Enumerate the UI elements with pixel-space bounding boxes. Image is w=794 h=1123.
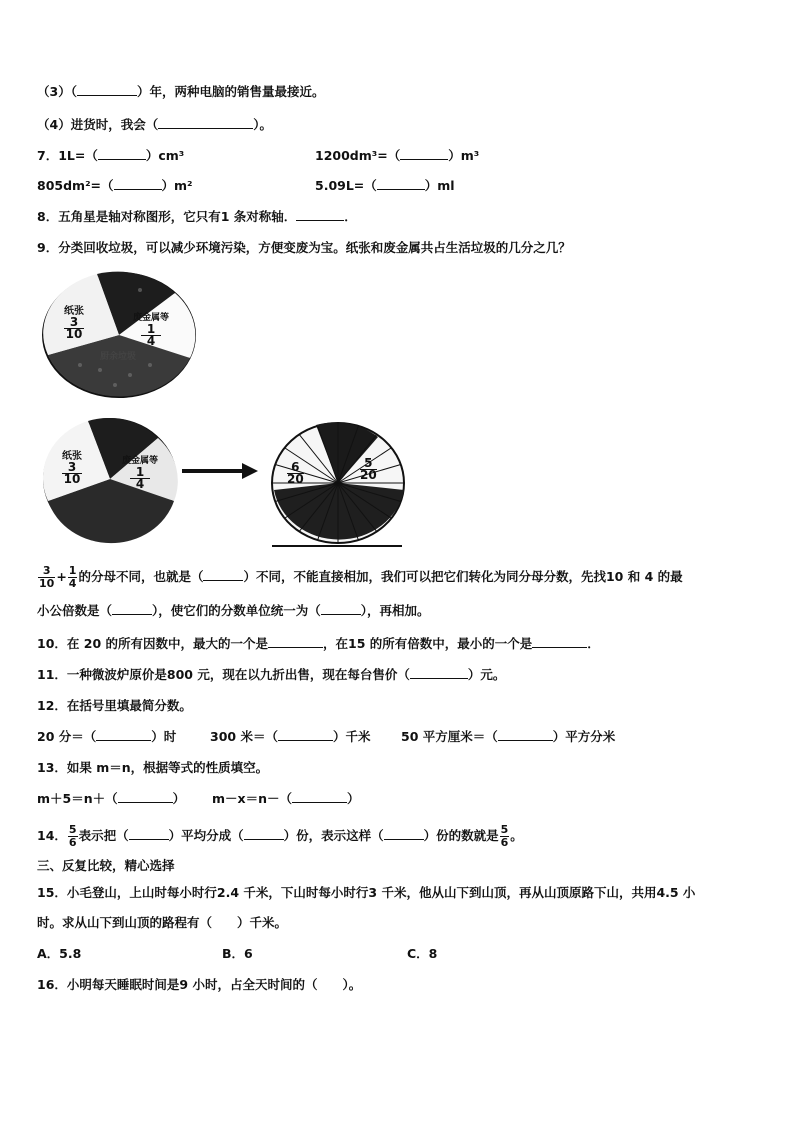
q13-a-post: ） xyxy=(172,791,186,806)
pie1-metal-label xyxy=(133,312,169,347)
q14-b: ）平均分成（ xyxy=(168,828,244,843)
answer-blank[interactable] xyxy=(98,148,146,160)
pie3-dark-bottom xyxy=(274,483,404,540)
q14 xyxy=(37,818,523,854)
q8-text: 8．五角星是轴对称图形，它只有1 条对称轴． xyxy=(37,209,297,224)
plus-sign: + xyxy=(56,569,67,584)
answer-blank[interactable] xyxy=(244,828,284,840)
pie3-left-den: 20 xyxy=(287,472,304,486)
pie1-paper-text: 纸张 xyxy=(64,306,84,317)
fraction-5-6 xyxy=(500,824,510,849)
pie3-right-num: 5 xyxy=(360,458,377,470)
q12-c-pre: 50 平方厘米＝（ xyxy=(401,729,498,744)
pie2-paper-label xyxy=(62,451,82,485)
q6-item4 xyxy=(37,117,272,133)
pie2-metal-num: 1 xyxy=(130,467,150,479)
q14-a: 表示把（ xyxy=(78,828,129,843)
q12-text: 12．在括号里填最简分数。 xyxy=(37,698,192,713)
pie1-paper-label xyxy=(64,306,84,340)
q13-b-pre: m－x＝n－（ xyxy=(212,791,292,806)
pie2-paper-text: 纸张 xyxy=(62,451,82,462)
section-title: 三、反复比较，精心选择 xyxy=(37,858,175,873)
q11-a: 11．一种微波炉原价是800 元，现在以九折出售，现在每台售价（ xyxy=(37,667,410,682)
answer-blank[interactable] xyxy=(410,667,468,679)
q14-e: 。 xyxy=(510,828,523,843)
q12-b-pre: 300 米＝（ xyxy=(210,729,278,744)
q9-line1-a: 的分母不同，也就是（ xyxy=(78,569,204,584)
fraction-1-4 xyxy=(68,565,78,590)
answer-blank[interactable] xyxy=(292,791,347,803)
frac-den: 6 xyxy=(68,836,77,849)
pie1-metal-text: 废金属等 xyxy=(133,313,170,323)
answer-blank[interactable] xyxy=(384,828,424,840)
q9-line2-a: 小公倍数是（ xyxy=(37,603,113,618)
pie2-metal-den: 4 xyxy=(135,477,145,491)
frac-den: 10 xyxy=(39,577,55,590)
q14-c: ）份，表示这样（ xyxy=(283,828,384,843)
answer-blank[interactable] xyxy=(532,636,587,648)
q7-b-pre: 1200dm³=（ xyxy=(315,148,401,163)
q12-a-post: ）时 xyxy=(151,729,177,744)
answer-blank[interactable] xyxy=(296,209,344,221)
pie3-left-num: 6 xyxy=(287,462,304,474)
answer-blank[interactable] xyxy=(321,603,361,615)
q13-b xyxy=(212,791,360,807)
q7-c xyxy=(37,178,193,194)
pie1-other-label xyxy=(100,352,136,363)
frac-num: 3 xyxy=(38,565,55,578)
answer-blank[interactable] xyxy=(377,178,425,190)
q9-line1-b: ）不同，不能直接相加，我们可以把它们转化为同分母分数，先找10 和 4 的最 xyxy=(243,569,683,584)
q9-line2 xyxy=(37,603,430,619)
answer-blank[interactable] xyxy=(129,828,169,840)
q12-c-post: ）平方分米 xyxy=(552,729,616,744)
q7-c-post: ）m² xyxy=(161,178,193,193)
pie1-metal-num: 1 xyxy=(141,324,161,336)
pie1-metal-den: 4 xyxy=(146,334,156,348)
q13-text: 13．如果 m＝n，根据等式的性质填空。 xyxy=(37,760,269,775)
answer-blank[interactable] xyxy=(77,84,137,96)
pie3-right-label xyxy=(360,458,377,481)
frac-den: 6 xyxy=(500,836,509,849)
pie3-left-label xyxy=(287,462,304,485)
q6-item4-pre: （4）进货时，我会（ xyxy=(37,117,159,132)
answer-blank[interactable] xyxy=(400,148,448,160)
answer-blank[interactable] xyxy=(278,729,333,741)
answer-blank[interactable] xyxy=(112,603,152,615)
pie2-paper-den: 10 xyxy=(63,472,81,486)
q14-d: ）份的数就是 xyxy=(423,828,499,843)
q7-d-pre: 5.09L=（ xyxy=(315,178,377,193)
q12-a xyxy=(37,729,176,745)
q9-text: 9．分类回收垃圾，可以减少环境污染，方便变废为宝。纸张和废金属共占生活垃圾的几分之几？ xyxy=(37,240,571,255)
q15-option-a[interactable]: A．5.8 xyxy=(37,946,82,961)
q8 xyxy=(37,209,357,225)
q12-b xyxy=(210,729,370,745)
q13-b-post: ） xyxy=(347,791,360,806)
q7-a xyxy=(37,148,184,164)
answer-blank[interactable] xyxy=(268,636,323,648)
pie2-paper-num: 3 xyxy=(62,462,82,474)
pie2-metal-label xyxy=(122,455,158,490)
q15-option-c[interactable]: C．8 xyxy=(407,946,438,961)
q7-a-pre: 7．1L=（ xyxy=(37,148,98,163)
pie-chart-2 xyxy=(40,416,180,544)
q7-b-post: ）m³ xyxy=(448,148,480,163)
answer-blank[interactable] xyxy=(96,729,151,741)
q14-number: 14． xyxy=(37,828,67,843)
q7-d-post: ）ml xyxy=(424,178,455,193)
frac-den: 4 xyxy=(68,577,77,590)
q9-line2-b: ），使它们的分数单位统一为（ xyxy=(152,603,321,618)
q9-line1 xyxy=(37,562,683,592)
q9-line2-c: ），再相加。 xyxy=(360,603,430,618)
pie1-other-text: 厨余垃圾 xyxy=(100,352,137,362)
answer-blank[interactable] xyxy=(158,117,253,129)
q7-a-post: ）cm³ xyxy=(145,148,185,163)
answer-blank[interactable] xyxy=(498,729,553,741)
pie1-paper-num: 3 xyxy=(64,317,84,329)
q10-b: ，在15 的所有倍数中，最小的一个是 xyxy=(323,636,533,651)
q11 xyxy=(37,667,505,683)
pie1-paper-den: 10 xyxy=(65,327,83,341)
frac-num: 5 xyxy=(68,823,77,836)
fraction-3-10 xyxy=(38,565,55,590)
q6-item4-post: ）。 xyxy=(253,117,272,132)
pie2-metal-text: 废金属等 xyxy=(122,456,159,466)
q15-line2: 时。求从山下到山顶的路程有（ ）千米。 xyxy=(37,915,288,930)
q11-b: ）元。 xyxy=(467,667,506,682)
q12-a-pre: 20 分＝（ xyxy=(37,729,97,744)
q6-item3-post: ）年，两种电脑的销售量最接近。 xyxy=(136,84,325,99)
q15-option-b[interactable]: B．6 xyxy=(222,946,253,961)
q12-c xyxy=(401,729,615,745)
q8-text-post: ． xyxy=(344,209,357,224)
q7-d xyxy=(315,178,455,194)
q7-c-pre: 805dm²=（ xyxy=(37,178,114,193)
frac-num: 1 xyxy=(68,564,77,577)
pie3-right-den: 20 xyxy=(360,468,377,482)
q15-line1: 15．小毛登山，上山时每小时行2.4 千米，下山时每小时行3 千米，他从山下到山顶，再从山顶原路下山，共用4.5 小 xyxy=(37,885,696,900)
answer-blank[interactable] xyxy=(203,569,243,581)
fraction-5-6 xyxy=(68,824,78,849)
q6-item3-pre: （3）（ xyxy=(37,84,77,99)
q13-a-pre: m＋5＝n＋（ xyxy=(37,791,118,806)
q16-text: 16．小明每天睡眠时间是9 小时，占全天时间的（ ）。 xyxy=(37,977,362,992)
q6-item3 xyxy=(37,84,324,100)
frac-num: 5 xyxy=(500,823,509,836)
q10 xyxy=(37,636,600,652)
arrow-icon xyxy=(180,460,260,482)
q10-a: 10．在 20 的所有因数中，最大的一个是 xyxy=(37,636,268,651)
q7-b xyxy=(315,148,479,164)
q13-a xyxy=(37,791,185,807)
answer-blank[interactable] xyxy=(118,791,173,803)
answer-blank[interactable] xyxy=(114,178,162,190)
q12-b-post: ）千米 xyxy=(332,729,371,744)
q10-c: ． xyxy=(587,636,600,651)
